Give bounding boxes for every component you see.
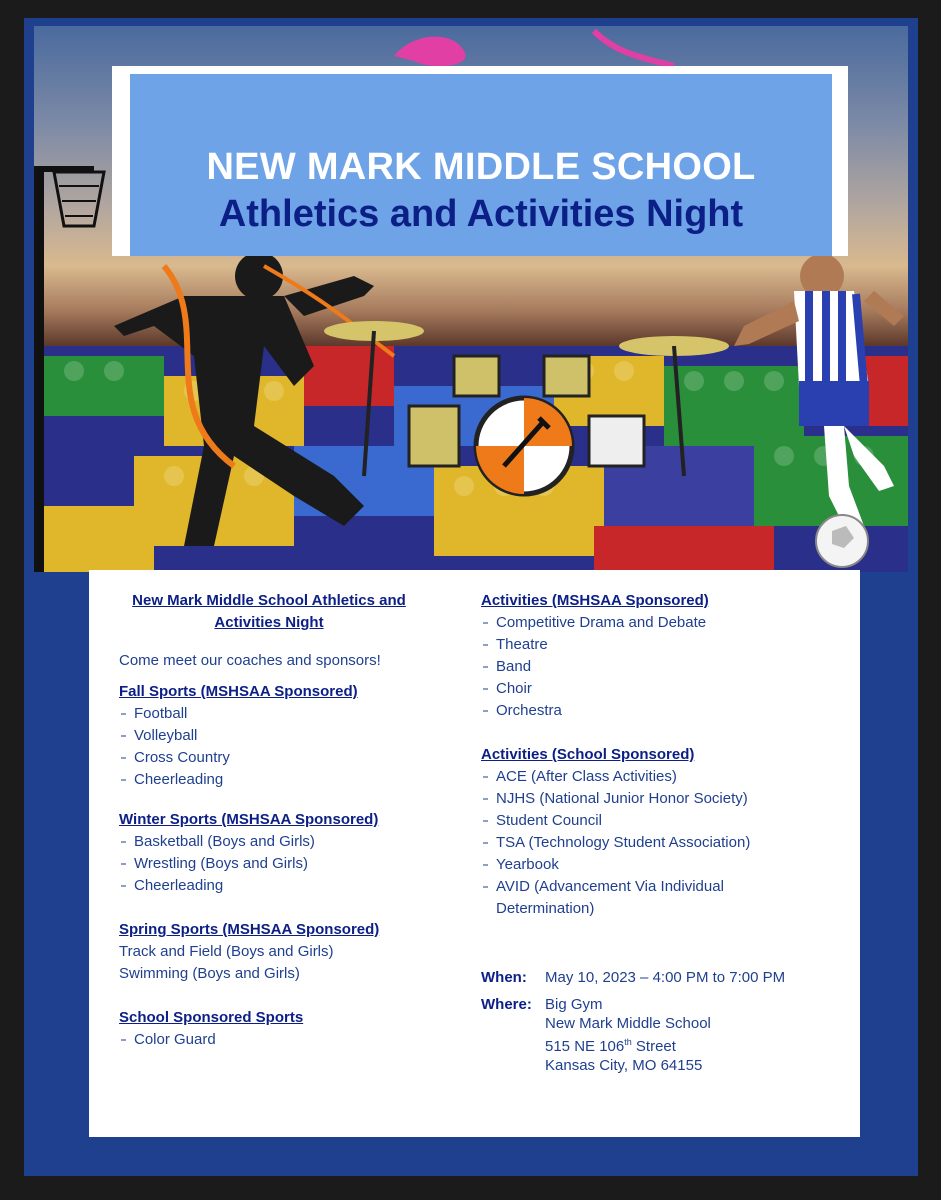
list-item: Wrestling (Boys and Girls) [119,853,439,875]
list-item: Football [119,703,439,725]
list-item: Band [481,656,851,678]
soccer-ball-icon [816,515,868,567]
list-item: Basketball (Boys and Girls) [119,831,439,853]
when-value: May 10, 2023 – 4:00 PM to 7:00 PM [545,969,786,986]
school-sports-heading: School Sponsored Sports [119,1009,304,1026]
school-sports-list [119,1029,439,1051]
school-activities-list [481,766,851,920]
left-column [119,590,439,1051]
intro-text: Come meet our coaches and sponsors! [119,652,381,669]
list-item: Theatre [481,634,851,656]
intro-heading-line2: Activities Night [214,614,324,631]
event-details [481,968,851,1075]
fall-sports-list [119,703,439,791]
list-item: Competitive Drama and Debate [481,612,851,634]
street-address: 515 NE 106th Street [545,1037,676,1055]
school-name-address: New Mark Middle School [545,1015,711,1032]
when-row [481,968,851,987]
list-item: Cheerleading [119,875,439,897]
when-label: When: [481,969,527,986]
mshsaa-activities-section [481,590,851,722]
list-item: Yearbook [481,854,851,876]
list-item: Orchestra [481,700,851,722]
where-row [481,995,851,1075]
list-item: Cheerleading [119,769,439,791]
list-item: Student Council [481,810,851,832]
list-item: AVID (Advancement Via Individual [481,876,851,898]
spring-sports-heading: Spring Sports (MSHSAA Sponsored) [119,921,380,938]
where-address [545,995,711,1075]
list-item: Swimming (Boys and Girls) [119,965,300,982]
winter-sports-section [119,809,439,897]
right-column [481,590,851,920]
winter-sports-heading: Winter Sports (MSHSAA Sponsored) [119,811,379,828]
school-name-title: NEW MARK MIDDLE SCHOOL [206,146,756,188]
event-title: Athletics and Activities Night [218,193,744,235]
fall-sports-heading: Fall Sports (MSHSAA Sponsored) [119,683,358,700]
flyer [24,18,918,1176]
list-item: TSA (Technology Student Association) [481,832,851,854]
city-state-zip: Kansas City, MO 64155 [545,1057,703,1074]
list-item: Cross Country [119,747,439,769]
hero-artwork [34,26,908,572]
winter-sports-list [119,831,439,897]
fall-sports-section [119,681,439,791]
list-item: NJHS (National Junior Honor Society) [481,788,851,810]
where-label: Where: [481,996,532,1013]
title-banner [130,74,832,256]
spring-sports-list [119,941,439,985]
school-activities-heading: Activities (School Sponsored) [481,746,695,763]
spring-sports-section [119,919,439,985]
mshsaa-activities-list [481,612,851,722]
intro-heading-line1: New Mark Middle School Athletics and [132,592,406,609]
mshsaa-activities-heading: Activities (MSHSAA Sponsored) [481,592,709,609]
list-item: Color Guard [119,1029,439,1051]
list-item-continuation: Determination) [496,900,595,917]
venue-name: Big Gym [545,996,603,1013]
school-sports-section [119,1007,439,1051]
list-item: ACE (After Class Activities) [481,766,851,788]
info-panel [89,570,860,1137]
list-item: Volleyball [119,725,439,747]
list-item: Choir [481,678,851,700]
list-item: Track and Field (Boys and Girls) [119,943,334,960]
school-activities-section [481,744,851,920]
